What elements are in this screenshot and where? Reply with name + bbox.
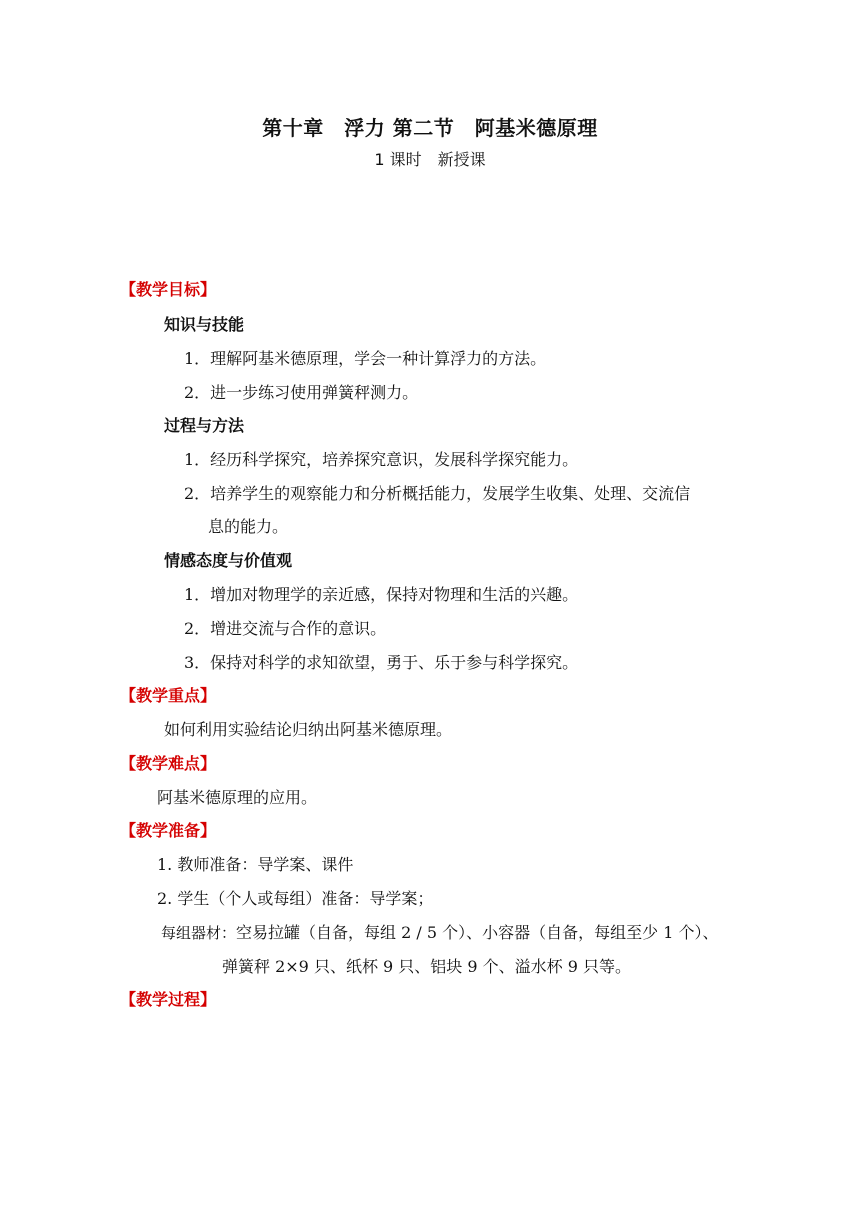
subheading-emotion: 情感态度与价值观 (164, 551, 293, 570)
difficulty-text: 阿基米德原理的应用。 (157, 788, 318, 807)
list-item-continuation: 息的能力。 (208, 517, 289, 536)
section-heading-goals: 【教学目标】 (120, 280, 217, 299)
list-item: 3．保持对科学的求知欲望，勇于、乐于参与科学探究。 (184, 653, 579, 672)
page-subtitle: 1 课时 新授课 (374, 150, 486, 169)
list-item: 1．增加对物理学的亲近感，保持对物理和生活的兴趣。 (184, 585, 579, 604)
section-heading-process: 【教学过程】 (120, 990, 217, 1009)
subheading-process: 过程与方法 (164, 416, 245, 435)
equipment-label: 每组器材： (161, 924, 237, 942)
section-heading-preparation: 【教学准备】 (120, 821, 217, 840)
equipment-text: 空易拉罐（自备，每组 2 / 5 个）、小容器（自备，每组至少 1 个）、 (236, 923, 719, 942)
page-title: 第十章 浮力 第二节 阿基米德原理 (262, 116, 598, 140)
list-item: 2．培养学生的观察能力和分析概括能力，发展学生收集、处理、交流信 (184, 484, 691, 503)
list-item: 2．增进交流与合作的意识。 (184, 619, 387, 638)
subheading-knowledge: 知识与技能 (164, 315, 245, 334)
list-item: 1．理解阿基米德原理，学会一种计算浮力的方法。 (184, 349, 547, 368)
key-point-text: 如何利用实验结论归纳出阿基米德原理。 (164, 720, 453, 739)
list-item: 1. 教师准备：导学案、课件 (157, 855, 354, 874)
list-item: 2. 学生（个人或每组）准备：导学案； (157, 889, 434, 908)
list-item: 2．进一步练习使用弹簧秤测力。 (184, 383, 419, 402)
section-heading-difficulty: 【教学难点】 (120, 754, 217, 773)
equipment-continuation: 弹簧秤 2×9 只、纸杯 9 只、铝块 9 个、溢水杯 9 只等。 (222, 957, 631, 976)
section-heading-key-point: 【教学重点】 (120, 686, 217, 705)
equipment-line (161, 925, 718, 941)
list-item: 1．经历科学探究，培养探究意识，发展科学探究能力。 (184, 450, 579, 469)
